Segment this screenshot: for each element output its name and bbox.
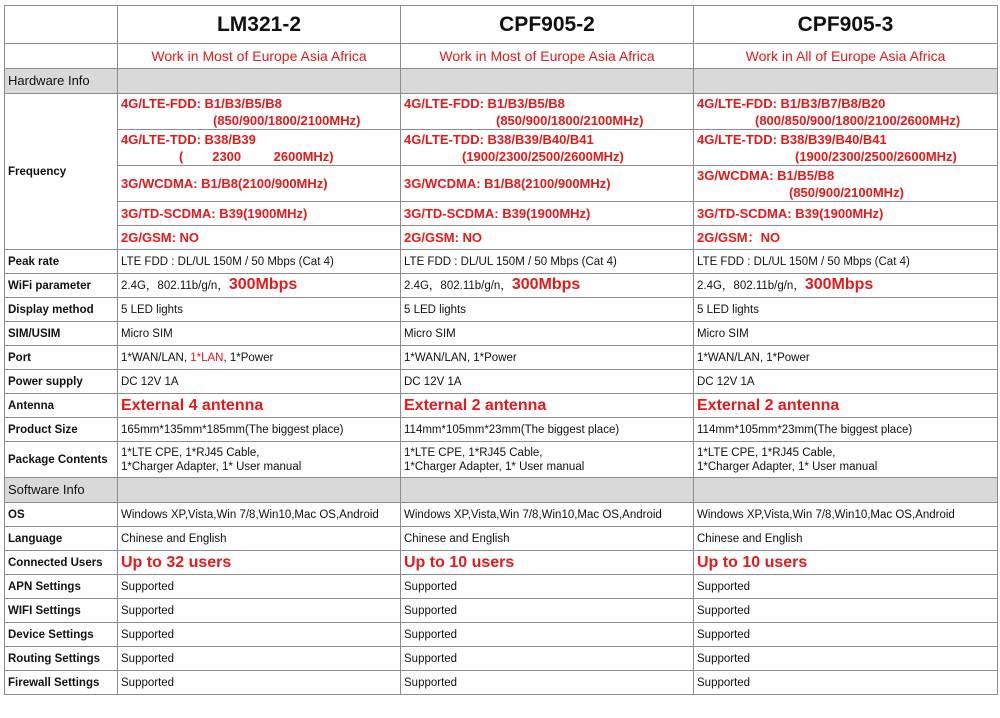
row-label-routing-settings: Routing Settings bbox=[5, 647, 118, 671]
cell-value: Supported bbox=[694, 623, 998, 647]
cell-value: 5 LED lights bbox=[694, 298, 998, 322]
region-note: Work in Most of Europe Asia Africa bbox=[401, 44, 694, 69]
wifi-spec: 2.4G，802.11b/g/n， bbox=[404, 280, 512, 292]
table-row bbox=[5, 527, 998, 551]
table-row bbox=[5, 575, 998, 599]
cell-value: 1*WAN/LAN, 1*Power bbox=[401, 346, 694, 370]
cell-value: Up to 10 users bbox=[694, 551, 998, 575]
band-cell: 2G/GSM: NO bbox=[118, 226, 401, 250]
wifi-speed: 300Mbps bbox=[228, 276, 298, 293]
row-label-users: Connected Users bbox=[5, 551, 118, 575]
band-freqs: (850/900/1800/2100MHz) bbox=[213, 112, 361, 128]
section-header-software bbox=[5, 478, 998, 503]
cell-value: LTE FDD : DL/UL 150M / 50 Mbps (Cat 4) bbox=[694, 250, 998, 274]
section-title: Software Info bbox=[5, 478, 118, 503]
cell-value: 114mm*105mm*23mm(The biggest place) bbox=[694, 418, 998, 442]
cell-value: Supported bbox=[118, 647, 401, 671]
cell-value: Supported bbox=[694, 575, 998, 599]
table-row bbox=[5, 599, 998, 623]
row-label-os: OS bbox=[5, 503, 118, 527]
row-label-power: Power supply bbox=[5, 370, 118, 394]
cell-value: External 2 antenna bbox=[401, 394, 694, 418]
table-row bbox=[5, 394, 998, 418]
table-row bbox=[5, 322, 998, 346]
band-cell: 2G/GSM：NO bbox=[694, 226, 998, 250]
cell-value bbox=[401, 274, 694, 298]
band-cell bbox=[118, 130, 401, 166]
cell-value: Supported bbox=[694, 599, 998, 623]
table-row bbox=[5, 418, 998, 442]
cell-value: Supported bbox=[118, 599, 401, 623]
table-row bbox=[5, 298, 998, 322]
spec-comparison-sheet bbox=[4, 5, 997, 715]
cell-value: LTE FDD : DL/UL 150M / 50 Mbps (Cat 4) bbox=[401, 250, 694, 274]
cell-value: Up to 10 users bbox=[401, 551, 694, 575]
cell-value: 1*WAN/LAN, 1*LAN, 1*Power bbox=[118, 346, 401, 370]
cell-value: Supported bbox=[401, 575, 694, 599]
band-cell bbox=[694, 166, 998, 202]
band-cell: 3G/TD-SCDMA: B39(1900MHz) bbox=[694, 202, 998, 226]
section-title: Hardware Info bbox=[5, 69, 118, 94]
cell-value: 1*LTE CPE, 1*RJ45 Cable, 1*Charger Adapter, 1* User manual bbox=[401, 442, 694, 478]
band-cell bbox=[694, 130, 998, 166]
band-cell bbox=[401, 130, 694, 166]
lan-port-highlight: 1*LAN bbox=[190, 351, 224, 364]
frequency-row-td-scdma bbox=[5, 202, 998, 226]
row-label-display: Display method bbox=[5, 298, 118, 322]
frequency-row-wcdma bbox=[5, 166, 998, 202]
table-row bbox=[5, 442, 998, 478]
cell-value: Supported bbox=[401, 671, 694, 695]
cell-value: Windows XP,Vista,Win 7/8,Win10,Mac OS,Android bbox=[694, 503, 998, 527]
cell-value bbox=[118, 274, 401, 298]
spec-table bbox=[4, 5, 998, 695]
cell-value: Micro SIM bbox=[694, 322, 998, 346]
wifi-speed: 300Mbps bbox=[804, 276, 874, 293]
cell-value: 114mm*105mm*23mm(The biggest place) bbox=[401, 418, 694, 442]
cell-value: 5 LED lights bbox=[118, 298, 401, 322]
cell-value: Supported bbox=[694, 647, 998, 671]
band-cell bbox=[401, 94, 694, 130]
table-row bbox=[5, 551, 998, 575]
table-row bbox=[5, 346, 998, 370]
table-row bbox=[5, 623, 998, 647]
frequency-row-gsm bbox=[5, 226, 998, 250]
region-note: Work in Most of Europe Asia Africa bbox=[118, 44, 401, 69]
model-name: LM321-2 bbox=[118, 6, 401, 44]
cell-value: Supported bbox=[401, 623, 694, 647]
band-cell bbox=[118, 94, 401, 130]
cell-value: LTE FDD : DL/UL 150M / 50 Mbps (Cat 4) bbox=[118, 250, 401, 274]
table-row bbox=[5, 671, 998, 695]
band-freqs: (1900/2300/2500/2600MHz) bbox=[462, 148, 624, 164]
row-label-wifi: WiFi parameter bbox=[5, 274, 118, 298]
table-row bbox=[5, 503, 998, 527]
cell-value: Chinese and English bbox=[118, 527, 401, 551]
cell-value: Supported bbox=[694, 671, 998, 695]
cell-value: Windows XP,Vista,Win 7/8,Win10,Mac OS,Android bbox=[401, 503, 694, 527]
band-cell: 3G/WCDMA: B1/B8(2100/900MHz) bbox=[118, 166, 401, 202]
band-freqs: ( 2300 2600MHz) bbox=[179, 148, 334, 164]
cell-value: External 4 antenna bbox=[118, 394, 401, 418]
model-header-row bbox=[5, 6, 998, 44]
cell-value: 5 LED lights bbox=[401, 298, 694, 322]
cell-value bbox=[694, 274, 998, 298]
cell-value: Supported bbox=[118, 575, 401, 599]
band-cell: 3G/WCDMA: B1/B8(2100/900MHz) bbox=[401, 166, 694, 202]
table-row bbox=[5, 370, 998, 394]
row-label-device-settings: Device Settings bbox=[5, 623, 118, 647]
cell-value: Up to 32 users bbox=[118, 551, 401, 575]
cell-value: Chinese and English bbox=[694, 527, 998, 551]
cell-value: Windows XP,Vista,Win 7/8,Win10,Mac OS,Android bbox=[118, 503, 401, 527]
cell-value: 1*LTE CPE, 1*RJ45 Cable, 1*Charger Adapter, 1* User manual bbox=[694, 442, 998, 478]
section-header-hardware bbox=[5, 69, 998, 94]
model-name: CPF905-2 bbox=[401, 6, 694, 44]
table-row bbox=[5, 250, 998, 274]
band-cell: 2G/GSM: NO bbox=[401, 226, 694, 250]
wifi-spec: 2.4G，802.11b/g/n， bbox=[697, 280, 805, 292]
row-label-wifi-settings: WIFI Settings bbox=[5, 599, 118, 623]
row-label-apn: APN Settings bbox=[5, 575, 118, 599]
band-freqs: (850/900/2100MHz) bbox=[789, 184, 904, 200]
cell-value: DC 12V 1A bbox=[401, 370, 694, 394]
row-label-peak-rate: Peak rate bbox=[5, 250, 118, 274]
frequency-row-lte-tdd bbox=[5, 130, 998, 166]
row-label-firewall-settings: Firewall Settings bbox=[5, 671, 118, 695]
corner-cell bbox=[5, 6, 118, 44]
table-row bbox=[5, 647, 998, 671]
row-label-antenna: Antenna bbox=[5, 394, 118, 418]
cell-value: 1*WAN/LAN, 1*Power bbox=[694, 346, 998, 370]
cell-value: Micro SIM bbox=[118, 322, 401, 346]
band-freqs: (850/900/1800/2100MHz) bbox=[496, 112, 644, 128]
cell-value: 165mm*135mm*185mm(The biggest place) bbox=[118, 418, 401, 442]
cell-value: Supported bbox=[401, 599, 694, 623]
cell-value: Micro SIM bbox=[401, 322, 694, 346]
band-cell: 3G/TD-SCDMA: B39(1900MHz) bbox=[401, 202, 694, 226]
row-label-language: Language bbox=[5, 527, 118, 551]
cell-value: 1*LTE CPE, 1*RJ45 Cable, 1*Charger Adapter, 1* User manual bbox=[118, 442, 401, 478]
region-row bbox=[5, 44, 998, 69]
frequency-row-lte-fdd bbox=[5, 94, 998, 130]
band-freqs: (800/850/900/1800/2100/2600MHz) bbox=[755, 112, 961, 128]
cell-value: DC 12V 1A bbox=[694, 370, 998, 394]
cell-value: Supported bbox=[118, 623, 401, 647]
band-cell bbox=[694, 94, 998, 130]
model-name: CPF905-3 bbox=[694, 6, 998, 44]
row-label-frequency: Frequency bbox=[5, 94, 118, 250]
table-row bbox=[5, 274, 998, 298]
wifi-spec: 2.4G，802.11b/g/n， bbox=[121, 280, 229, 292]
row-label-port: Port bbox=[5, 346, 118, 370]
band-title: 4G/LTE-FDD: B1/B3/B7/B8/B20 bbox=[697, 95, 886, 111]
row-label-package: Package Contents bbox=[5, 442, 118, 478]
band-cell: 3G/TD-SCDMA: B39(1900MHz) bbox=[118, 202, 401, 226]
cell-value: External 2 antenna bbox=[694, 394, 998, 418]
band-title: 4G/LTE-FDD: B1/B3/B5/B8 bbox=[404, 95, 565, 111]
row-label-sim: SIM/USIM bbox=[5, 322, 118, 346]
row-label-size: Product Size bbox=[5, 418, 118, 442]
cell-value: DC 12V 1A bbox=[118, 370, 401, 394]
band-title: 3G/WCDMA: B1/B5/B8 bbox=[697, 167, 835, 183]
band-freqs: (1900/2300/2500/2600MHz) bbox=[795, 148, 957, 164]
wifi-speed: 300Mbps bbox=[511, 276, 581, 293]
cell-value: Supported bbox=[401, 647, 694, 671]
region-note: Work in All of Europe Asia Africa bbox=[694, 44, 998, 69]
band-title: 4G/LTE-TDD: B38/B39 bbox=[121, 131, 256, 147]
band-title: 4G/LTE-FDD: B1/B3/B5/B8 bbox=[121, 95, 282, 111]
band-title: 4G/LTE-TDD: B38/B39/B40/B41 bbox=[697, 131, 887, 147]
cell-value: Chinese and English bbox=[401, 527, 694, 551]
cell-value: Supported bbox=[118, 671, 401, 695]
band-title: 4G/LTE-TDD: B38/B39/B40/B41 bbox=[404, 131, 594, 147]
